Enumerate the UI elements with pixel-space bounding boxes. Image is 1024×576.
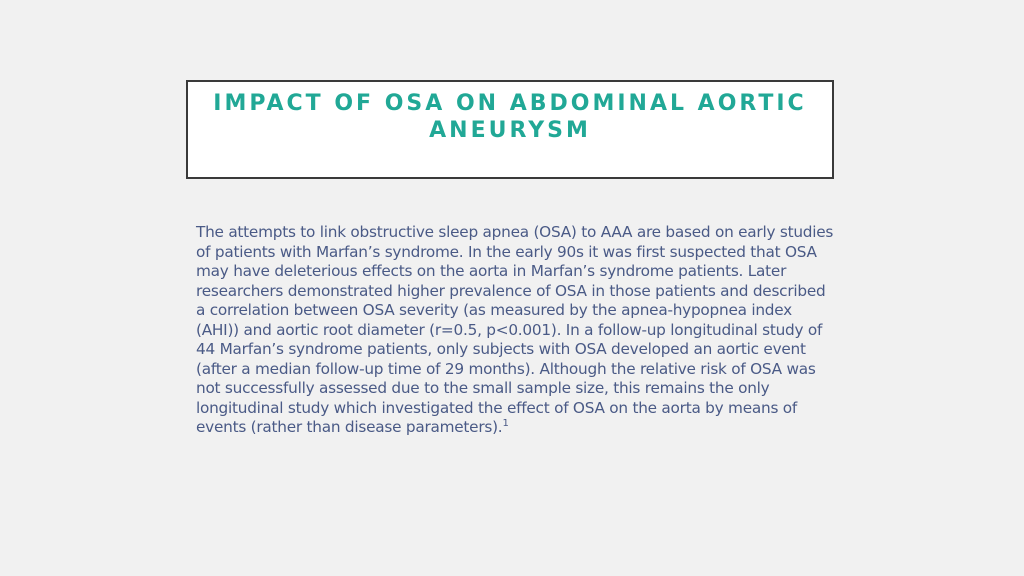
slide-title: IMPACT OF OSA ON ABDOMINAL AORTIC ANEURYSM: [213, 91, 807, 143]
slide-body-text: [196, 223, 836, 438]
body-paragraph: The attempts to link obstructive sleep apnea (OSA) to AAA are based on early studies of patients with Marfan’s syndrome. In the early 90s it was first suspected that OSA may have deleterious effects on the aorta in Marfan’s syndrome patients. Later researchers demonstrated higher prevalence of OSA in those patients and described a correlation between OSA severity (as measured by the apnea-hypopnea index (AHI)) and aortic root diameter (r=0.5, p<0.001). In a follow-up longitudinal study of 44 Marfan’s syndrome patients, only subjects with OSA developed an aortic event (after a median follow-up time of 29 months). Although the relative risk of OSA was not successfully assessed due to the small sample size, this remains the only longitudinal study which investigated the effect of OSA on the aorta by means of events (rather than disease parameters).: [196, 223, 834, 436]
title-box: [186, 80, 834, 179]
reference-superscript: 1: [502, 417, 509, 429]
